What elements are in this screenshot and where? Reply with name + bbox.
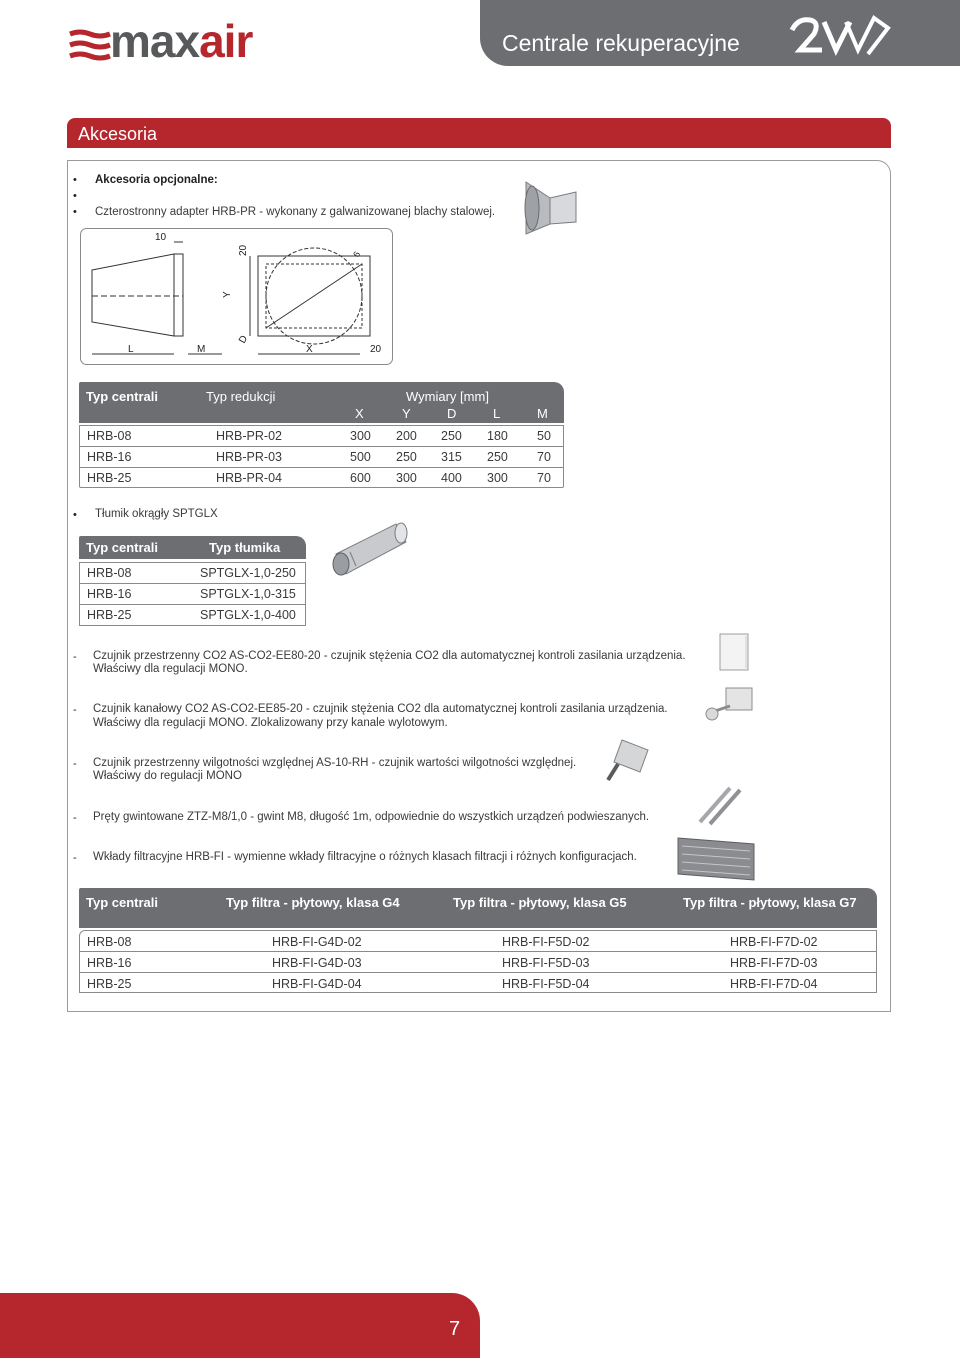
bullet-dot: - bbox=[73, 704, 77, 716]
table1-cell: 300 bbox=[487, 471, 508, 485]
bullet-dot: • bbox=[73, 190, 77, 202]
table3-cell: HRB-FI-F7D-04 bbox=[730, 977, 818, 991]
table3-header-g5: Typ filtra - płytowy, klasa G5 bbox=[453, 895, 627, 910]
dim-label-10: 10 bbox=[155, 232, 167, 243]
item-co2-duct-line2: Właściwy dla regulacji MONO. Zlokalizowany przy kanale wylotowym. bbox=[93, 717, 448, 729]
table1-cell: 50 bbox=[537, 429, 551, 443]
table3-cell: HRB-FI-G4D-03 bbox=[272, 956, 362, 970]
item-humidity-line2: Właściwy do regulacji MONO bbox=[93, 770, 242, 782]
table1-cell: HRB-08 bbox=[87, 429, 132, 443]
table2-cell: HRB-08 bbox=[87, 566, 132, 580]
table2-header-typ-centrali: Typ centrali bbox=[86, 540, 159, 555]
bullet-dot: • bbox=[73, 174, 77, 186]
table1-cell: HRB-16 bbox=[87, 450, 132, 464]
section-title: Akcesoria bbox=[78, 124, 158, 144]
dim-label-20-top: 20 bbox=[238, 244, 249, 256]
table2-cell: SPTGLX-1,0-315 bbox=[200, 587, 296, 601]
table3-cell: HRB-25 bbox=[87, 977, 132, 991]
table1-cell: HRB-PR-03 bbox=[216, 450, 282, 464]
row-divider bbox=[79, 951, 877, 952]
bullet-dot: • bbox=[73, 206, 77, 218]
silencer-description: Tłumik okrągły SPTGLX bbox=[95, 508, 218, 520]
table3-cell: HRB-FI-G4D-04 bbox=[272, 977, 362, 991]
table3-cell: HRB-16 bbox=[87, 956, 132, 970]
table3-cell: HRB-FI-F5D-04 bbox=[502, 977, 590, 991]
table1-header-wymiary: Wymiary [mm] bbox=[406, 389, 489, 404]
table1-cell: 250 bbox=[441, 429, 462, 443]
table1-cell: HRB-PR-02 bbox=[216, 429, 282, 443]
table3-cell: HRB-FI-F5D-02 bbox=[502, 935, 590, 949]
item-co2-room-line1: Czujnik przestrzenny CO2 AS-CO2-EE80-20 - czujnik stężenia CO2 dla automatycznej kontroli zasilania urządzenia. bbox=[93, 650, 686, 662]
logo-waves-icon bbox=[68, 28, 112, 68]
table1-header-l: L bbox=[493, 406, 501, 421]
table1-cell: 250 bbox=[487, 450, 508, 464]
table1-cell: 200 bbox=[396, 429, 417, 443]
table1-cell: 70 bbox=[537, 471, 551, 485]
table1-cell: 600 bbox=[350, 471, 371, 485]
bullet-dot: • bbox=[73, 509, 77, 521]
row-divider bbox=[79, 467, 564, 468]
logo-wordmark: maxair bbox=[110, 15, 253, 67]
item-humidity-line1: Czujnik przestrzenny wilgotności względnej AS-10-RH - czujnik wartości wilgotności względnej. bbox=[93, 757, 577, 769]
header-title: Centrale rekuperacyjne bbox=[502, 30, 740, 56]
row-divider bbox=[79, 583, 306, 584]
adapter-technical-drawing bbox=[80, 228, 394, 366]
row-divider bbox=[79, 604, 306, 605]
table1-header-y: Y bbox=[402, 406, 411, 421]
humidity-sensor-photo bbox=[604, 736, 656, 784]
bullet-dot: - bbox=[73, 651, 77, 663]
table3-header-g7: Typ filtra - płytowy, klasa G7 bbox=[683, 895, 857, 910]
table3-cell: HRB-FI-F7D-03 bbox=[730, 956, 818, 970]
page-number: 7 bbox=[449, 1318, 461, 1340]
bullet-dot: - bbox=[73, 758, 77, 770]
dim-label-m: M bbox=[197, 344, 206, 355]
duct-co2-sensor-photo bbox=[700, 684, 758, 726]
table3-header-typ-centrali: Typ centrali bbox=[86, 895, 159, 910]
item-threaded-rods: Pręty gwintowane ZTZ-M8/1,0 - gwint M8, długość 1m, odpowiednie do wszystkich urządzeń podwieszanych. bbox=[93, 811, 650, 823]
adapter-description: Czterostronny adapter HRB-PR - wykonany z galwanizowanej blachy stalowej. bbox=[95, 206, 496, 218]
table3-header-g4: Typ filtra - płytowy, klasa G4 bbox=[226, 895, 400, 910]
table1-header-d: D bbox=[447, 406, 457, 421]
accessories-heading: Akcesoria opcjonalne: bbox=[95, 174, 218, 186]
table1-header-typ-centrali: Typ centrali bbox=[86, 389, 159, 404]
table1-cell: 300 bbox=[396, 471, 417, 485]
dim-label-l: L bbox=[128, 344, 134, 355]
row-divider bbox=[79, 972, 877, 973]
footer-tab bbox=[0, 1293, 480, 1358]
table2-cell: HRB-16 bbox=[87, 587, 132, 601]
brand-2vv-logo bbox=[788, 14, 894, 58]
dim-label-20-bottom: 20 bbox=[370, 344, 382, 355]
table1-cell: 500 bbox=[350, 450, 371, 464]
table1-cell: HRB-PR-04 bbox=[216, 471, 282, 485]
bullet-dot: - bbox=[73, 852, 77, 864]
adapter-photo bbox=[520, 178, 584, 238]
table1-cell: 400 bbox=[441, 471, 462, 485]
table1-cell: 250 bbox=[396, 450, 417, 464]
item-co2-room-line2: Właściwy dla regulacji MONO. bbox=[93, 663, 248, 675]
dim-label-y: Y bbox=[222, 291, 233, 298]
table1-header-typ-redukcji: Typ redukcji bbox=[206, 389, 276, 404]
table3-cell: HRB-FI-G4D-02 bbox=[272, 935, 362, 949]
dim-label-x: X bbox=[306, 344, 313, 355]
dim-label-6: 6 bbox=[351, 249, 363, 259]
threaded-rods-photo bbox=[694, 784, 746, 828]
bullet-dot: - bbox=[73, 812, 77, 824]
table3-cell: HRB-FI-F7D-02 bbox=[730, 935, 818, 949]
table1-cell: 180 bbox=[487, 429, 508, 443]
table3-cell: HRB-08 bbox=[87, 935, 132, 949]
table1-cell: 315 bbox=[441, 450, 462, 464]
section-title-bar bbox=[67, 118, 891, 148]
table2-header-typ-tlumika: Typ tłumika bbox=[209, 540, 281, 555]
table1-cell: HRB-25 bbox=[87, 471, 132, 485]
silencer-photo bbox=[326, 518, 410, 580]
row-divider bbox=[79, 446, 564, 447]
table1-header-x: X bbox=[355, 406, 364, 421]
item-co2-duct-line1: Czujnik kanałowy CO2 AS-CO2-EE85-20 - czujnik stężenia CO2 dla automatycznej kontroli zasilania urządzenia. bbox=[93, 703, 668, 715]
table1-cell: 70 bbox=[537, 450, 551, 464]
maxair-logo bbox=[68, 15, 268, 70]
table2-cell: HRB-25 bbox=[87, 608, 132, 622]
dim-label-d: D bbox=[237, 333, 251, 346]
table3-cell: HRB-FI-F5D-03 bbox=[502, 956, 590, 970]
table2-cell: SPTGLX-1,0-400 bbox=[200, 608, 296, 622]
item-filters: Wkłady filtracyjne HRB-FI - wymienne wkłady filtracyjne o różnych klasach filtracji i różnych konfiguracjach. bbox=[93, 851, 637, 863]
room-co2-sensor-photo bbox=[716, 630, 752, 674]
table2-cell: SPTGLX-1,0-250 bbox=[200, 566, 296, 580]
filter-cassette-photo bbox=[674, 834, 758, 884]
table1-cell: 300 bbox=[350, 429, 371, 443]
table1-header-m: M bbox=[537, 406, 548, 421]
